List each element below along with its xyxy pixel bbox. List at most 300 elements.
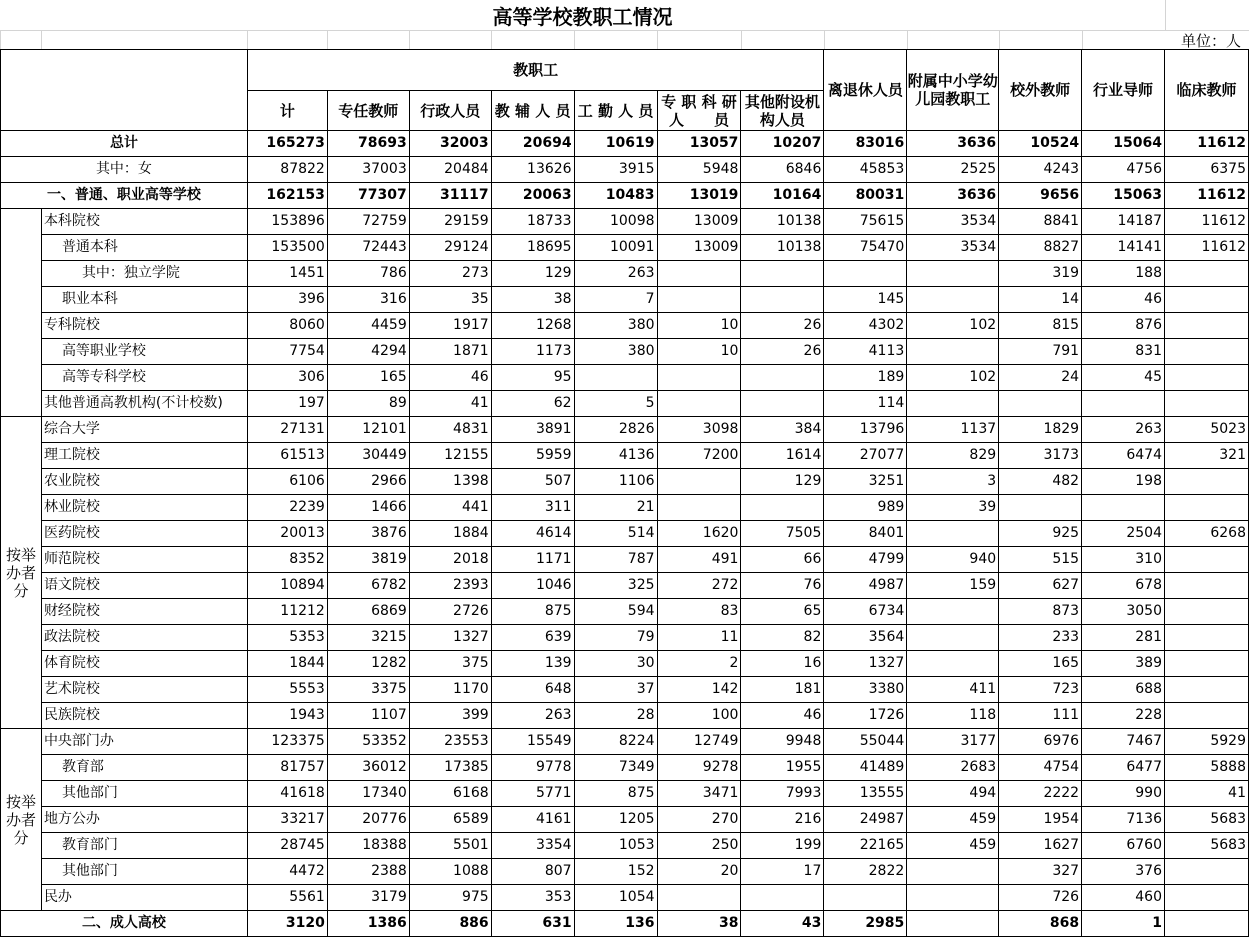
cell-value: 165 — [327, 365, 409, 391]
cell-value: 29124 — [409, 235, 491, 261]
cell-value: 45853 — [824, 157, 907, 183]
cell-value: 10138 — [741, 209, 824, 235]
cell-value: 1327 — [824, 651, 907, 677]
cell-value: 2018 — [409, 547, 491, 573]
row-label: 医药院校 — [41, 521, 247, 547]
cell-value: 1620 — [657, 521, 741, 547]
cell-value: 10 — [657, 339, 741, 365]
cell-value: 153500 — [247, 235, 327, 261]
cell-value: 35 — [409, 287, 491, 313]
cell-value — [1165, 547, 1249, 573]
cell-value: 75470 — [824, 235, 907, 261]
cell-value: 20694 — [491, 131, 574, 157]
cell-value: 3173 — [999, 443, 1082, 469]
cell-value: 62 — [491, 391, 574, 417]
cell-value: 12155 — [409, 443, 491, 469]
cell-value: 29159 — [409, 209, 491, 235]
cell-value: 975 — [409, 885, 491, 911]
cell-value: 20 — [657, 859, 741, 885]
cell-value: 2239 — [247, 495, 327, 521]
page-title: 高等学校教职工情况 — [0, 0, 1166, 30]
cell-value — [907, 911, 999, 937]
cell-value: 83 — [657, 599, 741, 625]
cell-value: 30 — [574, 651, 657, 677]
cell-value: 4831 — [409, 417, 491, 443]
cell-value: 1137 — [907, 417, 999, 443]
cell-value: 14187 — [1082, 209, 1165, 235]
table-row — [1, 729, 1249, 755]
cell-value: 2388 — [327, 859, 409, 885]
row-label: 二、成人高校 — [1, 911, 248, 937]
cell-value: 216 — [741, 807, 824, 833]
cell-value: 81757 — [247, 755, 327, 781]
cell-value: 807 — [491, 859, 574, 885]
cell-value: 5929 — [1165, 729, 1249, 755]
cell-value: 15549 — [491, 729, 574, 755]
cell-value: 380 — [574, 313, 657, 339]
cell-value: 11612 — [1165, 183, 1249, 209]
row-label: 民族院校 — [41, 703, 247, 729]
cell-value: 1955 — [741, 755, 824, 781]
cell-value: 20063 — [491, 183, 574, 209]
cell-value: 5353 — [247, 625, 327, 651]
cell-value: 1871 — [409, 339, 491, 365]
cell-value: 22165 — [824, 833, 907, 859]
cell-value: 2822 — [824, 859, 907, 885]
cell-value: 24 — [999, 365, 1082, 391]
cell-value: 129 — [491, 261, 574, 287]
row-label: 其他部门 — [41, 781, 247, 807]
cell-value: 507 — [491, 469, 574, 495]
cell-value — [1165, 625, 1249, 651]
cell-value: 688 — [1082, 677, 1165, 703]
cell-value: 38 — [657, 911, 741, 937]
table-row — [1, 183, 1249, 209]
cell-value: 3915 — [574, 157, 657, 183]
cell-value: 4302 — [824, 313, 907, 339]
cell-value: 9948 — [741, 729, 824, 755]
cell-value — [1165, 911, 1249, 937]
cell-value: 153896 — [247, 209, 327, 235]
cell-value: 136 — [574, 911, 657, 937]
cell-value: 28745 — [247, 833, 327, 859]
cell-value — [657, 287, 741, 313]
cell-value: 1282 — [327, 651, 409, 677]
cell-value: 594 — [574, 599, 657, 625]
cell-value: 2504 — [1082, 521, 1165, 547]
spacer-row — [0, 30, 1165, 50]
row-label: 林业院校 — [41, 495, 247, 521]
column-header-1: 专任教师 — [327, 91, 409, 131]
table-row — [1, 521, 1249, 547]
cell-value: 18695 — [491, 235, 574, 261]
title-side-cell — [1165, 0, 1249, 31]
cell-value: 6268 — [1165, 521, 1249, 547]
cell-value: 233 — [999, 625, 1082, 651]
cell-value: 4113 — [824, 339, 907, 365]
cell-value: 78693 — [327, 131, 409, 157]
table-row — [1, 469, 1249, 495]
cell-value: 198 — [1082, 469, 1165, 495]
cell-value: 20776 — [327, 807, 409, 833]
cell-value: 4136 — [574, 443, 657, 469]
cell-value: 648 — [491, 677, 574, 703]
cell-value: 6782 — [327, 573, 409, 599]
cell-value: 77307 — [327, 183, 409, 209]
cell-value — [741, 365, 824, 391]
row-label: 农业院校 — [41, 469, 247, 495]
cell-value — [1165, 859, 1249, 885]
cell-value — [907, 599, 999, 625]
cell-value: 41 — [409, 391, 491, 417]
cell-value: 72443 — [327, 235, 409, 261]
cell-value — [657, 261, 741, 287]
cell-value: 6375 — [1165, 157, 1249, 183]
cell-value: 327 — [999, 859, 1082, 885]
cell-value: 4756 — [1082, 157, 1165, 183]
cell-value: 13009 — [657, 235, 741, 261]
cell-value: 46 — [741, 703, 824, 729]
table-row — [1, 443, 1249, 469]
cell-value: 3215 — [327, 625, 409, 651]
table-row — [1, 417, 1249, 443]
table-row — [1, 339, 1249, 365]
table-row — [1, 287, 1249, 313]
row-label: 普通本科 — [41, 235, 247, 261]
cell-value — [1165, 599, 1249, 625]
cell-value: 13626 — [491, 157, 574, 183]
cell-value: 139 — [491, 651, 574, 677]
table-row — [1, 209, 1249, 235]
cell-value: 1943 — [247, 703, 327, 729]
cell-value — [741, 391, 824, 417]
cell-value: 1053 — [574, 833, 657, 859]
cell-value: 11612 — [1165, 235, 1249, 261]
cell-value: 7136 — [1082, 807, 1165, 833]
cell-value: 165273 — [247, 131, 327, 157]
cell-value: 726 — [999, 885, 1082, 911]
group-label-2: 按举办者分 — [1, 729, 42, 911]
cell-value — [657, 495, 741, 521]
row-label: 师范院校 — [41, 547, 247, 573]
cell-value: 3891 — [491, 417, 574, 443]
staff-table — [0, 49, 1249, 937]
column-header-6: 其他附设机构人员 — [741, 91, 824, 131]
cell-value: 791 — [999, 339, 1082, 365]
table-row — [1, 573, 1249, 599]
cell-value: 41489 — [824, 755, 907, 781]
cell-value: 389 — [1082, 651, 1165, 677]
row-label: 语文院校 — [41, 573, 247, 599]
cell-value: 4161 — [491, 807, 574, 833]
cell-value: 228 — [1082, 703, 1165, 729]
cell-value: 11612 — [1165, 209, 1249, 235]
cell-value — [824, 261, 907, 287]
cell-value: 1829 — [999, 417, 1082, 443]
cell-value: 459 — [907, 807, 999, 833]
staff-group-header: 教职工 — [247, 50, 823, 91]
cell-value: 2726 — [409, 599, 491, 625]
cell-value: 27077 — [824, 443, 907, 469]
cell-value: 3534 — [907, 235, 999, 261]
cell-value: 319 — [999, 261, 1082, 287]
cell-value: 8352 — [247, 547, 327, 573]
cell-value: 1173 — [491, 339, 574, 365]
cell-value: 441 — [409, 495, 491, 521]
cell-value: 100 — [657, 703, 741, 729]
row-label: 其中：女 — [1, 157, 248, 183]
cell-value: 1170 — [409, 677, 491, 703]
table-row — [1, 807, 1249, 833]
group-label-1: 按举办者分 — [1, 417, 42, 729]
cell-value — [657, 391, 741, 417]
cell-value — [1165, 495, 1249, 521]
cell-value: 925 — [999, 521, 1082, 547]
cell-value — [1165, 313, 1249, 339]
cell-value: 5959 — [491, 443, 574, 469]
cell-value: 310 — [1082, 547, 1165, 573]
cell-value: 5888 — [1165, 755, 1249, 781]
cell-value: 1466 — [327, 495, 409, 521]
table-row — [1, 859, 1249, 885]
cell-value: 2393 — [409, 573, 491, 599]
cell-value: 411 — [907, 677, 999, 703]
cell-value: 678 — [1082, 573, 1165, 599]
cell-value: 66 — [741, 547, 824, 573]
cell-value: 4472 — [247, 859, 327, 885]
cell-value: 3251 — [824, 469, 907, 495]
cell-value: 32003 — [409, 131, 491, 157]
cell-value: 2966 — [327, 469, 409, 495]
cell-value: 875 — [491, 599, 574, 625]
cell-value: 1088 — [409, 859, 491, 885]
cell-value: 10138 — [741, 235, 824, 261]
cell-value: 639 — [491, 625, 574, 651]
cell-value: 10894 — [247, 573, 327, 599]
cell-value: 272 — [657, 573, 741, 599]
row-label: 财经院校 — [41, 599, 247, 625]
row-label: 专科院校 — [41, 313, 247, 339]
cell-value: 2826 — [574, 417, 657, 443]
cell-value: 36012 — [327, 755, 409, 781]
row-label: 本科院校 — [41, 209, 247, 235]
cell-value — [1165, 365, 1249, 391]
cell-value: 515 — [999, 547, 1082, 573]
cell-value: 11212 — [247, 599, 327, 625]
row-label: 体育院校 — [41, 651, 247, 677]
cell-value: 3050 — [1082, 599, 1165, 625]
cell-value: 263 — [491, 703, 574, 729]
cell-value: 876 — [1082, 313, 1165, 339]
table-row — [1, 833, 1249, 859]
cell-value: 1954 — [999, 807, 1082, 833]
cell-value: 17340 — [327, 781, 409, 807]
cell-value: 8224 — [574, 729, 657, 755]
cell-value: 723 — [999, 677, 1082, 703]
cell-value: 273 — [409, 261, 491, 287]
cell-value: 142 — [657, 677, 741, 703]
cell-value — [741, 261, 824, 287]
table-row — [1, 391, 1249, 417]
column-header-4: 工 勤 人 员 — [574, 91, 657, 131]
cell-value: 41618 — [247, 781, 327, 807]
cell-value: 514 — [574, 521, 657, 547]
cell-value — [999, 391, 1082, 417]
cell-value: 990 — [1082, 781, 1165, 807]
cell-value: 7754 — [247, 339, 327, 365]
cell-value: 5683 — [1165, 807, 1249, 833]
cell-value: 102 — [907, 365, 999, 391]
cell-value: 3534 — [907, 209, 999, 235]
cell-value: 159 — [907, 573, 999, 599]
cell-value: 8401 — [824, 521, 907, 547]
cell-value: 2683 — [907, 755, 999, 781]
cell-value — [741, 885, 824, 911]
cell-value: 384 — [741, 417, 824, 443]
table-row — [1, 547, 1249, 573]
table-row — [1, 625, 1249, 651]
cell-value: 353 — [491, 885, 574, 911]
cell-value — [1165, 287, 1249, 313]
table-row — [1, 677, 1249, 703]
cell-value: 1614 — [741, 443, 824, 469]
column-header-8: 附属中小学幼儿园教职工 — [907, 50, 999, 131]
cell-value: 306 — [247, 365, 327, 391]
header-row-1 — [1, 50, 1249, 91]
cell-value: 75615 — [824, 209, 907, 235]
cell-value: 311 — [491, 495, 574, 521]
cell-value: 1 — [1082, 911, 1165, 937]
cell-value: 38 — [491, 287, 574, 313]
cell-value: 9278 — [657, 755, 741, 781]
cell-value: 1205 — [574, 807, 657, 833]
cell-value — [1165, 703, 1249, 729]
cell-value: 13009 — [657, 209, 741, 235]
cell-value: 8827 — [999, 235, 1082, 261]
cell-value: 152 — [574, 859, 657, 885]
cell-value — [1165, 339, 1249, 365]
cell-value: 6976 — [999, 729, 1082, 755]
table-row — [1, 911, 1249, 937]
row-label: 一、普通、职业高等学校 — [1, 183, 248, 209]
cell-value: 875 — [574, 781, 657, 807]
cell-value: 11612 — [1165, 131, 1249, 157]
cell-value: 12749 — [657, 729, 741, 755]
cell-value: 3564 — [824, 625, 907, 651]
cell-value — [1165, 885, 1249, 911]
cell-value: 459 — [907, 833, 999, 859]
cell-value: 3471 — [657, 781, 741, 807]
cell-value: 13057 — [657, 131, 741, 157]
cell-value: 815 — [999, 313, 1082, 339]
cell-value: 6734 — [824, 599, 907, 625]
cell-value: 72759 — [327, 209, 409, 235]
cell-value: 16 — [741, 651, 824, 677]
cell-value: 2985 — [824, 911, 907, 937]
cell-value: 15064 — [1082, 131, 1165, 157]
cell-value: 399 — [409, 703, 491, 729]
table-row — [1, 495, 1249, 521]
cell-value: 1268 — [491, 313, 574, 339]
cell-value: 18733 — [491, 209, 574, 235]
cell-value: 4799 — [824, 547, 907, 573]
cell-value: 129 — [741, 469, 824, 495]
cell-value — [1165, 391, 1249, 417]
group-cell-blank — [1, 209, 42, 417]
cell-value: 14141 — [1082, 235, 1165, 261]
cell-value: 482 — [999, 469, 1082, 495]
row-label: 职业本科 — [41, 287, 247, 313]
cell-value: 189 — [824, 365, 907, 391]
cell-value: 4243 — [999, 157, 1082, 183]
cell-value — [907, 261, 999, 287]
cell-value: 886 — [409, 911, 491, 937]
cell-value: 9778 — [491, 755, 574, 781]
column-header-3: 教 辅 人 员 — [491, 91, 574, 131]
row-label: 其他普通高教机构(不计校数) — [41, 391, 247, 417]
row-label: 高等专科学校 — [41, 365, 247, 391]
column-header-10: 行业导师 — [1082, 50, 1165, 131]
cell-value: 31117 — [409, 183, 491, 209]
cell-value: 396 — [247, 287, 327, 313]
row-label: 教育部 — [41, 755, 247, 781]
cell-value: 27131 — [247, 417, 327, 443]
cell-value: 61513 — [247, 443, 327, 469]
cell-value: 1327 — [409, 625, 491, 651]
cell-value: 6474 — [1082, 443, 1165, 469]
cell-value: 145 — [824, 287, 907, 313]
cell-value: 5683 — [1165, 833, 1249, 859]
row-label: 政法院校 — [41, 625, 247, 651]
cell-value: 375 — [409, 651, 491, 677]
cell-value: 3636 — [907, 183, 999, 209]
cell-value: 829 — [907, 443, 999, 469]
row-label: 地方公办 — [41, 807, 247, 833]
cell-value: 7 — [574, 287, 657, 313]
cell-value: 3819 — [327, 547, 409, 573]
cell-value: 460 — [1082, 885, 1165, 911]
cell-value: 1386 — [327, 911, 409, 937]
cell-value: 10207 — [741, 131, 824, 157]
cell-value: 5 — [574, 391, 657, 417]
cell-value — [907, 885, 999, 911]
cell-value: 102 — [907, 313, 999, 339]
cell-value — [574, 365, 657, 391]
cell-value: 6760 — [1082, 833, 1165, 859]
cell-value: 6168 — [409, 781, 491, 807]
cell-value: 41 — [1165, 781, 1249, 807]
column-header-9: 校外教师 — [999, 50, 1082, 131]
cell-value: 10483 — [574, 183, 657, 209]
table-row — [1, 157, 1249, 183]
row-label: 民办 — [41, 885, 247, 911]
cell-value: 4987 — [824, 573, 907, 599]
cell-value: 281 — [1082, 625, 1165, 651]
cell-value: 3876 — [327, 521, 409, 547]
unit-label: 单位：人 — [1180, 32, 1241, 50]
cell-value — [907, 625, 999, 651]
cell-value: 6846 — [741, 157, 824, 183]
row-label: 教育部门 — [41, 833, 247, 859]
cell-value — [907, 391, 999, 417]
cell-value: 43 — [741, 911, 824, 937]
cell-value — [907, 339, 999, 365]
cell-value: 7505 — [741, 521, 824, 547]
cell-value: 325 — [574, 573, 657, 599]
cell-value: 321 — [1165, 443, 1249, 469]
cell-value: 263 — [1082, 417, 1165, 443]
cell-value: 11 — [657, 625, 741, 651]
